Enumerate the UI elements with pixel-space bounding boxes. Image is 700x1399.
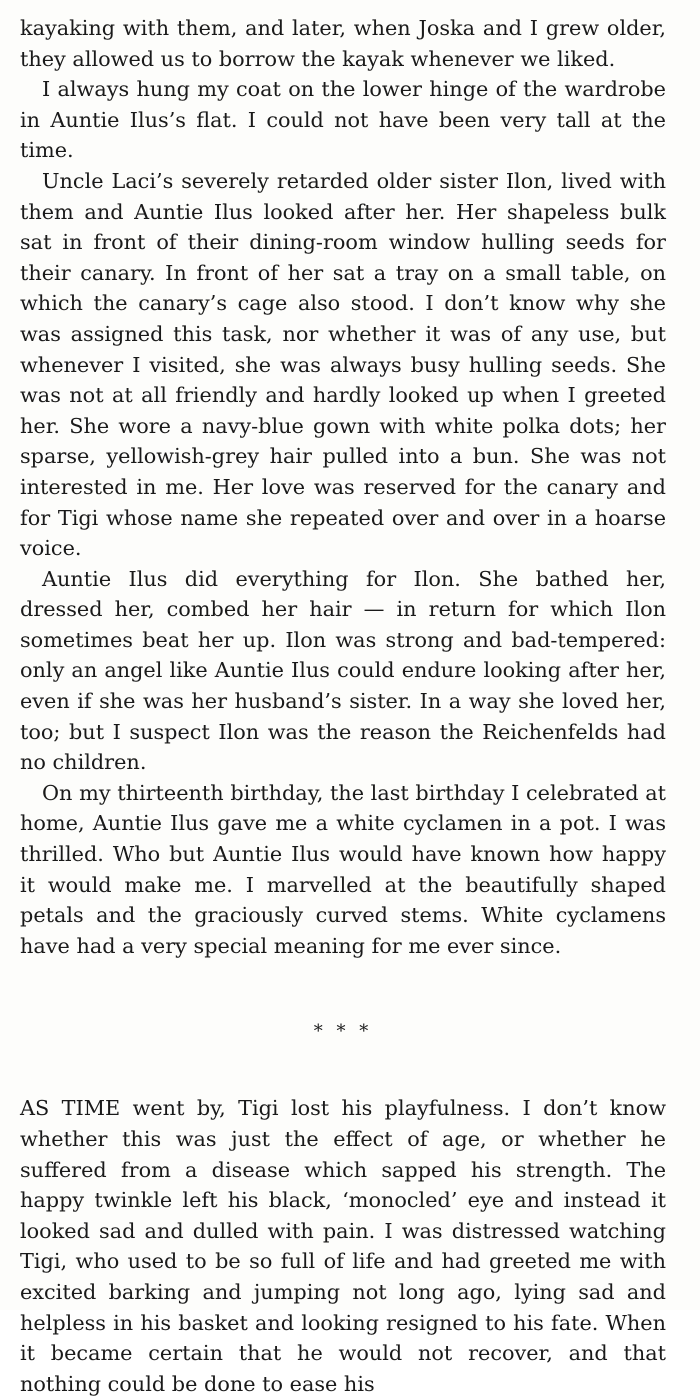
paragraph-cyclamen: On my thirteenth birthday, the last birthday I celebrated at home, Auntie Ilus gave me a white cyclamen in a pot. I was thrilled. Who but Auntie Ilus would have known how happy it would make me. I marvelled at the beautifully shaped petals and the graciously curved stems. White cyclamens have had a very special meaning for me ever since.	[20, 780, 666, 958]
section-after-break	[20, 1093, 666, 1399]
section-before-break	[20, 13, 666, 961]
section-gap	[20, 961, 666, 1015]
section-separator: * * *	[313, 1021, 373, 1043]
paragraph-kayak: kayaking with them, and later, when Joska and I grew older, they allowed us to borrow the kayak whenever we liked.	[20, 16, 666, 71]
paragraph-tigi: AS TIME went by, Tigi lost his playfulness. I don’t know whether this was just the effect of age, or whether he suffered from a disease which sapped his strength. The happy twinkle left his black, ‘monocled’ eye and instead it looked sad and dulled with pain. I was distressed watching Tigi, who used to be so full of life and had greeted me with excited barking and jumping not long ago, lying sad and helpless in his basket and looking resigned to his fate. When it became certain that he would not recover, and that nothing could be done to ease his	[20, 1096, 666, 1396]
paragraph-ilon: Uncle Laci’s severely retarded older sister Ilon, lived with them and Auntie Ilus looked after her. Her shapeless bulk sat in front of their dining-room window hulling seeds for their canary. In front of her sat a tray on a small table, on which the canary’s cage also stood. I don’t know why she was assigned this task, nor whether it was of any use, but whenever I visited, she was always busy hulling seeds. She was not at all friendly and hardly looked up when I greeted her. She wore a navy-blue gown with white polka dots; her sparse, yellowish-grey hair pulled into a bun. She was not interested in me. Her love was reserved for the canary and for Tigi whose name she repeated over and over in a hoarse voice.	[20, 168, 666, 561]
paragraph-coat: I always hung my coat on the lower hinge of the wardrobe in Auntie Ilus’s flat. I could not have been very tall at the time.	[20, 77, 666, 163]
paragraph-auntie-ilus: Auntie Ilus did everything for Ilon. She bathed her, dressed her, combed her hair — in return for which Ilon sometimes beat her up. Ilon was strong and bad-tempered: only an angel like Auntie Ilus could endure looking after her, even if she was her husband’s sister. In a way she loved her, too; but I suspect Ilon was the reason the Reichenfelds had no children.	[20, 566, 666, 775]
